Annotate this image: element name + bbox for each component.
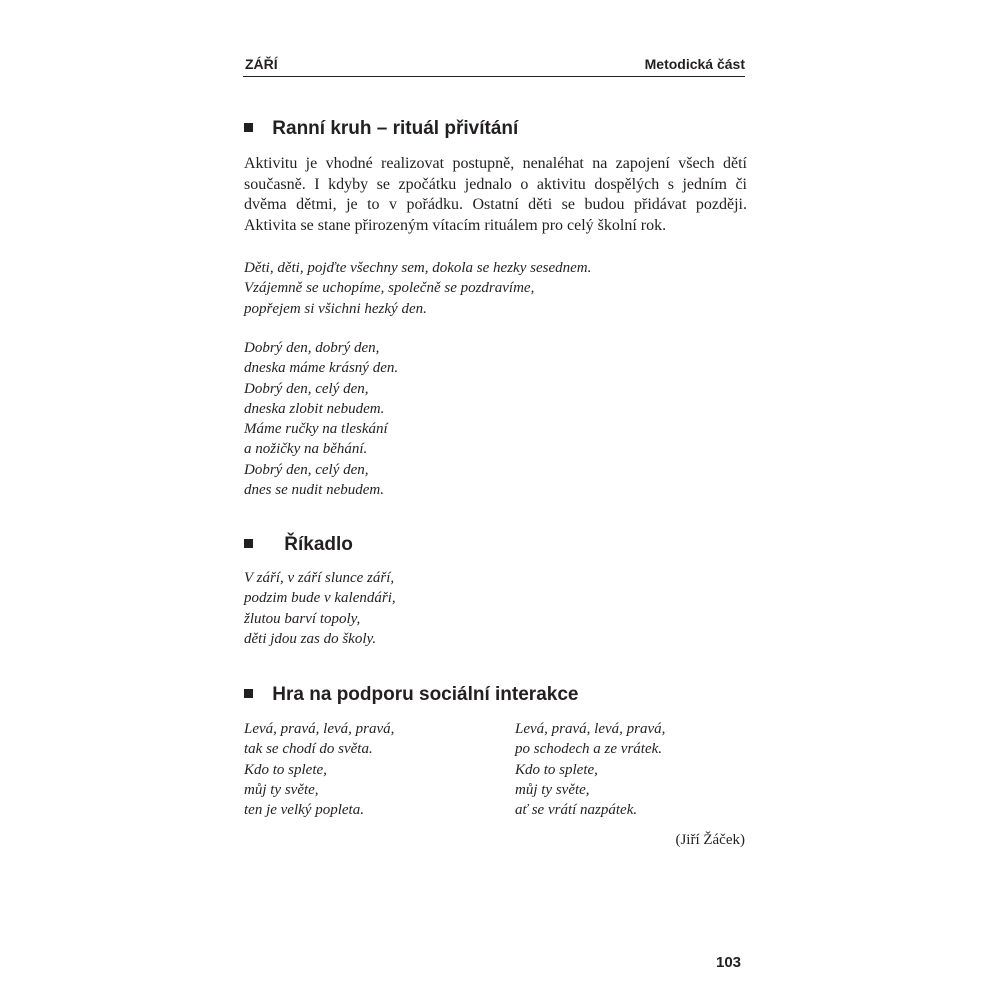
paragraph-line: současně. I kdyby se zpočátku jednalo o aktivitu dospělých s jedním či xyxy=(244,175,747,193)
poem-game-right xyxy=(515,719,665,820)
poem-greeting-intro xyxy=(244,258,591,319)
poem-line: V září, v září slunce září, xyxy=(244,570,395,586)
section-title: Hra na podporu sociální interakce xyxy=(272,684,579,705)
poem-line: Kdo to splete, xyxy=(515,761,598,778)
poem-line: Máme ručky na tleskání xyxy=(244,421,388,438)
poem-line: dnes se nudit nebudem. xyxy=(244,482,384,499)
section-title: Ranní kruh – rituál přivítání xyxy=(272,118,519,139)
poem-line: popřejem si všichni hezký den. xyxy=(244,300,427,317)
poem-line: můj ty světe, xyxy=(244,781,319,798)
poem-line: ten je velký popleta. xyxy=(244,802,364,819)
poem-line: Levá, pravá, levá, pravá, xyxy=(244,721,395,737)
running-header xyxy=(243,52,745,77)
paragraph-line: Aktivitu je vhodné realizovat postupně, nenaléhat na zapojení všech dětí xyxy=(244,155,747,172)
poem-rikadlo xyxy=(244,568,396,649)
poem-line: Dobrý den, dobrý den, xyxy=(244,340,380,356)
paragraph-line: Aktivita se stane přirozeným vítacím rituálem pro celý školní rok. xyxy=(244,216,667,234)
poem-greeting-song xyxy=(244,338,398,500)
poem-line: dneska máme krásný den. xyxy=(244,360,399,377)
poem-line: žlutou barví topoly, xyxy=(244,610,361,627)
square-bullet-icon xyxy=(244,539,253,548)
intro-paragraph xyxy=(244,154,747,236)
section-heading-ranni-kruh xyxy=(244,118,518,140)
poem-line: ať se vrátí nazpátek. xyxy=(515,802,638,819)
page-number: 103 xyxy=(716,954,742,971)
section-heading-hra xyxy=(244,684,578,706)
poem-line: Vzájemně se uchopíme, společně se pozdravíme, xyxy=(244,280,535,297)
header-chapter: ZÁŘÍ xyxy=(245,56,278,72)
poem-line: Dobrý den, celý den, xyxy=(244,380,369,397)
section-heading-rikadlo xyxy=(244,534,353,556)
square-bullet-icon xyxy=(244,689,253,698)
poem-line: po schodech a ze vrátek. xyxy=(515,741,663,758)
poem-line: dneska zlobit nebudem. xyxy=(244,400,385,417)
poem-line: Levá, pravá, levá, pravá, xyxy=(515,721,666,737)
poem-line: děti jdou zas do školy. xyxy=(244,630,377,647)
paragraph-line: dvěma dětmi, je to v pořádku. Ostatní děti se budou přidávat později. xyxy=(244,196,747,213)
poem-game-left xyxy=(244,719,394,820)
poem-line: Kdo to splete, xyxy=(244,761,327,778)
poem-line: Děti, děti, pojďte všechny sem, dokola se hezky sesednem. xyxy=(244,260,592,276)
poem-line: a nožičky na běhání. xyxy=(244,441,368,458)
section-title: Říkadlo xyxy=(284,534,353,555)
poem-line: Dobrý den, celý den, xyxy=(244,461,369,478)
header-section: Metodická část xyxy=(644,56,745,72)
poem-line: můj ty světe, xyxy=(515,781,590,798)
poem-line: tak se chodí do světa. xyxy=(244,741,373,758)
poem-line: podzim bude v kalendáři, xyxy=(244,590,396,607)
poem-author: (Jiří Žáček) xyxy=(675,832,745,848)
square-bullet-icon xyxy=(244,123,253,132)
